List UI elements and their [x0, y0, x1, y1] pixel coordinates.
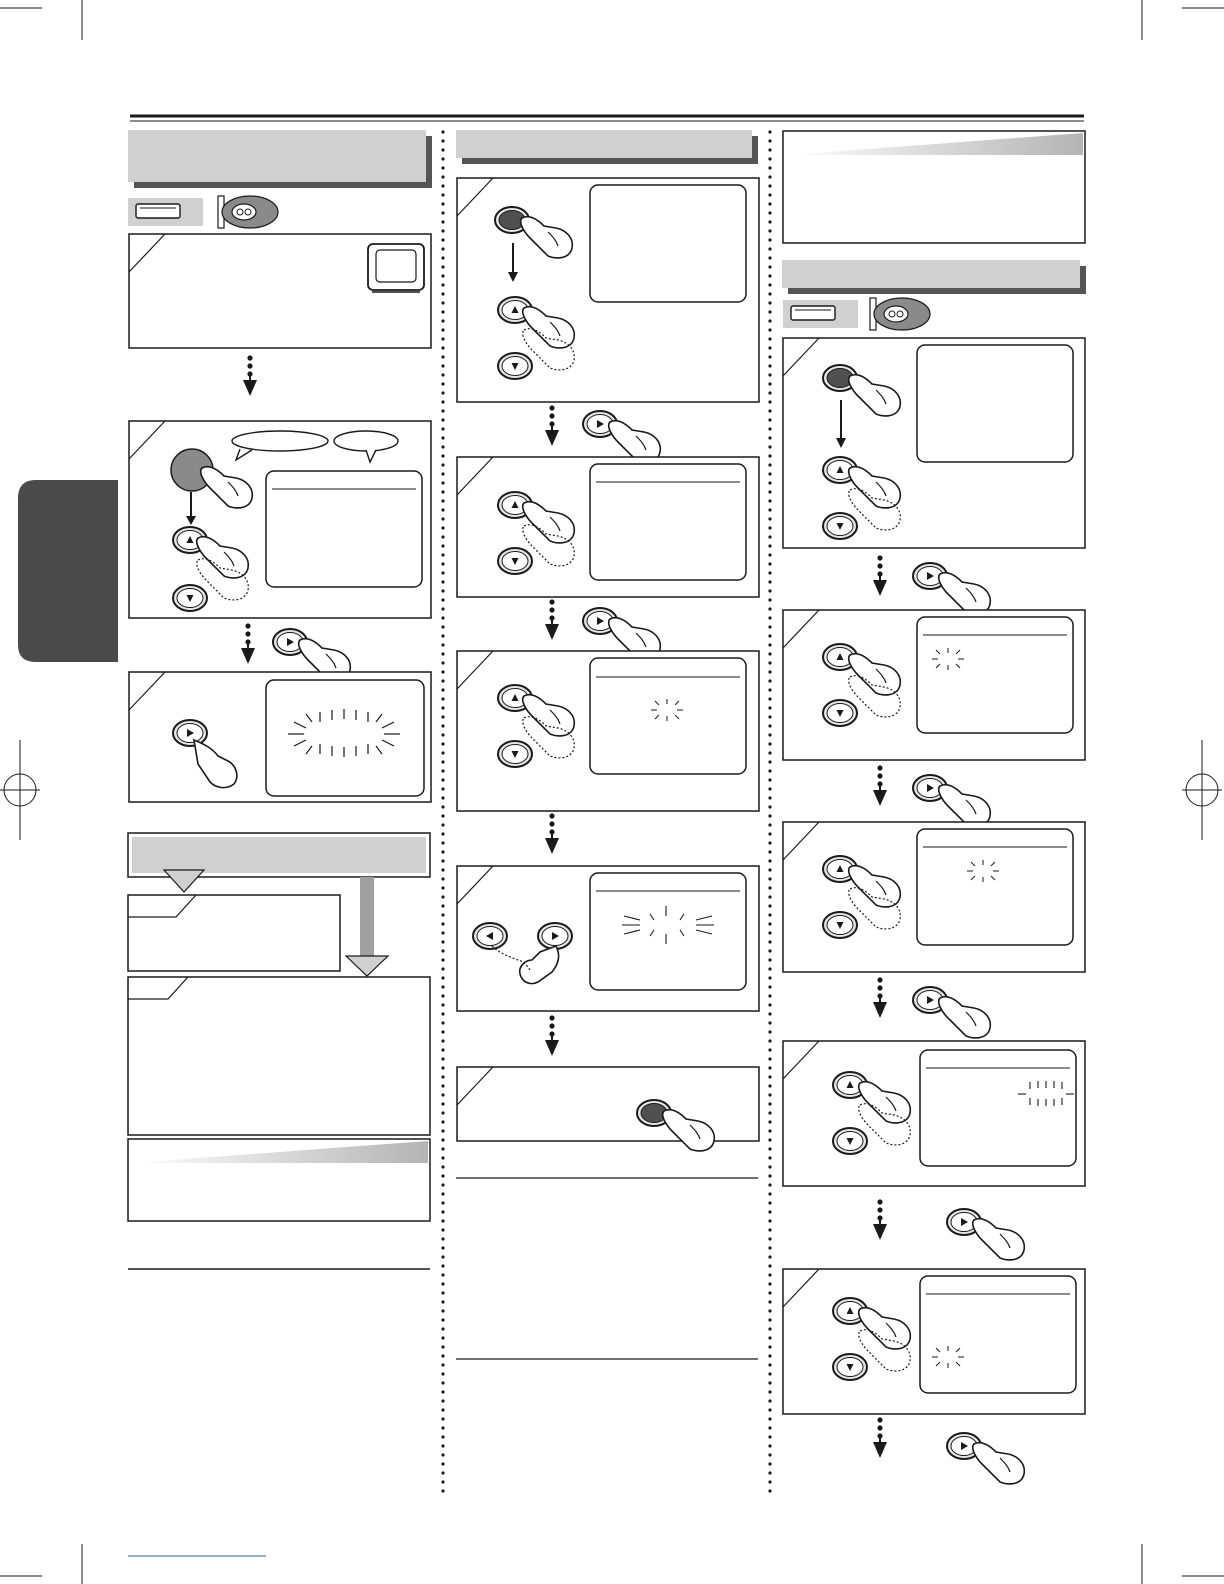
vcr-mode-icon — [128, 198, 203, 226]
registration-mark-right — [1182, 740, 1222, 840]
registration-mark-left — [0, 740, 40, 840]
right-play-button-5 — [947, 1433, 1024, 1484]
left-note-box-a — [128, 895, 340, 971]
remote-tape-button-icon — [218, 196, 278, 228]
right-section-header — [782, 260, 1086, 294]
left-step-1 — [129, 234, 431, 348]
right-step-4 — [783, 1041, 1085, 1186]
dotted-flow-arrow-icon — [873, 1199, 887, 1240]
play-right-button-icon — [173, 720, 207, 746]
side-tab — [18, 480, 118, 662]
osd-screen — [920, 1050, 1076, 1166]
osd-screen — [590, 464, 746, 580]
down-arrow-button-icon — [498, 741, 532, 767]
left-mode-icons — [128, 196, 278, 228]
dotted-flow-arrow-icon — [873, 555, 887, 596]
down-arrow-button-icon — [833, 1128, 867, 1154]
page-text — [0, 0, 1, 1]
middle-step-4 — [457, 866, 759, 1011]
osd-screen — [266, 471, 422, 587]
osd-screen — [590, 185, 746, 302]
left-section-header — [128, 130, 432, 188]
dotted-flow-arrow-icon — [545, 813, 559, 854]
left-step-3 — [129, 672, 431, 802]
dotted-flow-arrow-icon — [873, 1417, 887, 1458]
osd-screen — [917, 829, 1073, 945]
middle-step-2 — [457, 457, 759, 597]
right-step-1 — [783, 338, 1085, 548]
right-play-button-4 — [947, 1209, 1024, 1260]
column-separator-2 — [768, 130, 771, 1492]
left-note-box-c — [128, 1139, 430, 1221]
branch-arrow-a — [164, 870, 204, 892]
down-arrow-button-icon — [833, 1354, 867, 1380]
dotted-flow-arrow-icon — [545, 599, 559, 640]
osd-screen — [917, 617, 1073, 733]
tv-set-icon — [368, 244, 424, 292]
branch-arrow-b — [346, 877, 388, 976]
right-play-button-1 — [913, 563, 990, 614]
middle-step-5 — [457, 1067, 759, 1151]
middle-step-1 — [457, 178, 759, 402]
dotted-flow-arrow-icon — [873, 765, 887, 806]
middle-play-button-1 — [583, 411, 660, 462]
middle-section-header — [456, 130, 758, 164]
down-arrow-button-icon — [173, 585, 207, 611]
dotted-flow-arrow-icon — [545, 1015, 559, 1056]
right-mode-icons — [783, 298, 930, 330]
osd-screen — [590, 658, 746, 774]
column-separator-1 — [441, 130, 444, 1492]
dotted-flow-arrow-icon — [241, 623, 255, 664]
right-step-2 — [783, 610, 1085, 760]
header-rule — [130, 116, 1084, 121]
right-arrow-button-icon — [538, 923, 572, 949]
right-play-button-2 — [913, 775, 990, 826]
down-arrow-button-icon — [498, 548, 532, 574]
left-step-2 — [129, 421, 431, 618]
right-step-3 — [783, 822, 1085, 972]
down-arrow-button-icon — [823, 912, 857, 938]
middle-step-3 — [457, 651, 759, 811]
right-play-button-3 — [913, 987, 990, 1038]
dotted-flow-arrow-icon — [243, 355, 257, 396]
dotted-flow-arrow-icon — [545, 405, 559, 446]
osd-screen — [917, 345, 1073, 462]
right-step-5 — [783, 1269, 1085, 1414]
remote-tape-button-icon — [870, 298, 930, 330]
left-note-box-b — [128, 977, 430, 1135]
down-arrow-button-icon — [823, 700, 857, 726]
down-arrow-button-icon — [498, 353, 532, 379]
right-top-note — [783, 131, 1085, 243]
left-arrow-button-icon — [473, 923, 507, 949]
vcr-mode-icon — [783, 300, 858, 328]
down-arrow-button-icon — [823, 513, 857, 539]
dotted-flow-arrow-icon — [873, 977, 887, 1018]
osd-screen — [266, 680, 424, 796]
